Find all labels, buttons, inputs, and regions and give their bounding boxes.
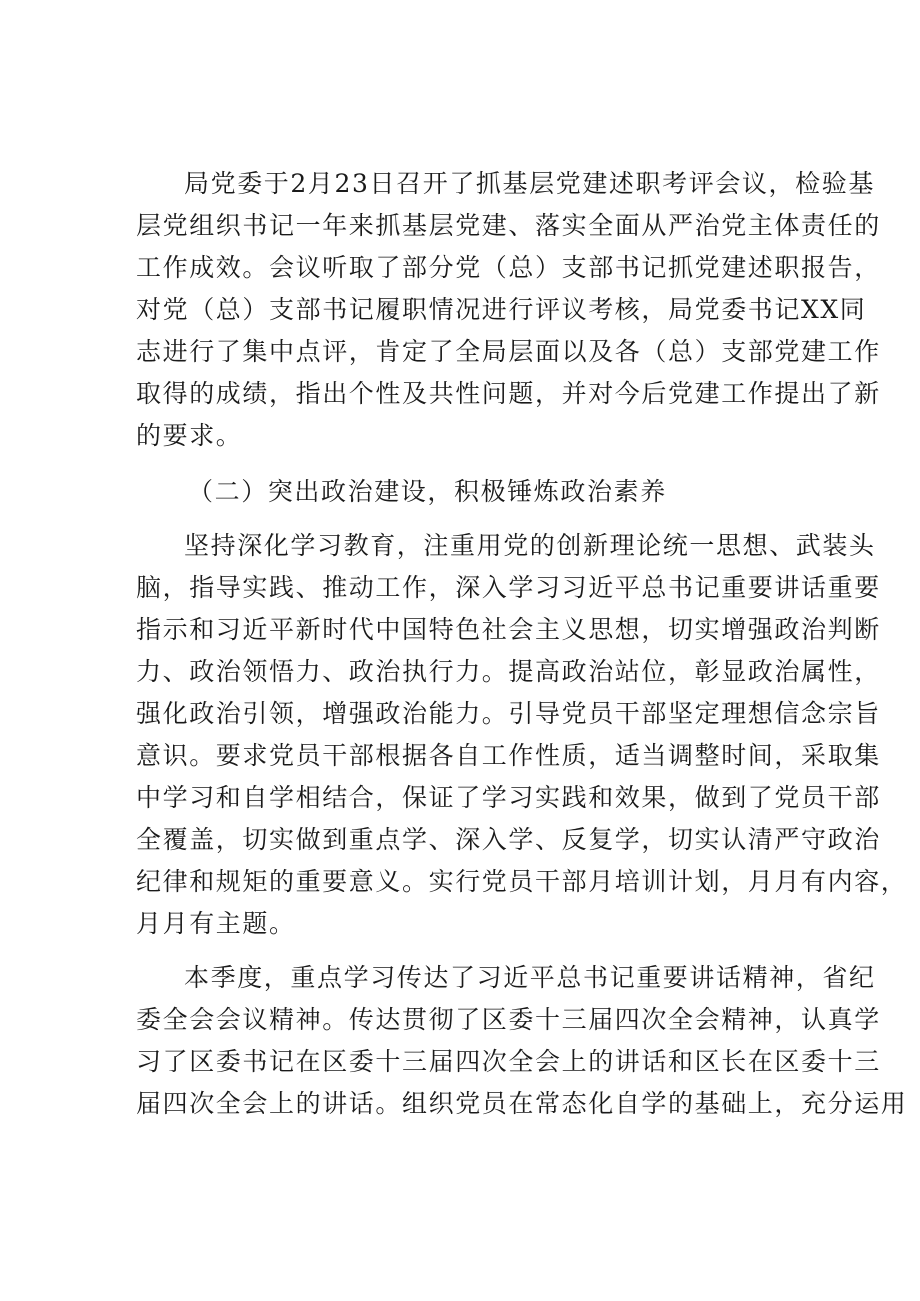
paragraph-2-line-2: 脑，指导实践、推动工作，深入学习习近平总书记重要讲话重要 — [136, 573, 881, 602]
paragraph-2-line-5: 强化政治引领，增强政治能力。引导党员干部坚定理想信念宗旨 — [136, 699, 881, 728]
paragraph-3-line-3: 习了区委书记在区委十三届四次全会上的讲话和区长在区委十三 — [136, 1047, 881, 1076]
paragraph-2-line-9: 纪律和规矩的重要意义。实行党员干部月培训计划，月月有内容， — [136, 867, 908, 896]
paragraph-1-line-1: 局党委于2月23日召开了抓基层党建述职考评会议，检验基 — [184, 169, 875, 198]
paragraph-2-line-8: 全覆盖，切实做到重点学、深入学、反复学，切实认清严守政治 — [136, 825, 881, 854]
paragraph-3-line-2: 委全会会议精神。传达贯彻了区委十三届四次全会精神，认真学 — [136, 1005, 881, 1034]
paragraph-2-line-4: 力、政治领悟力、政治执行力。提高政治站位，彰显政治属性， — [136, 657, 881, 686]
paragraph-1-line-7: 的要求。 — [136, 421, 243, 450]
section-heading: （二）突出政治建设，积极锤炼政治素养 — [188, 477, 667, 506]
paragraph-1-line-5: 志进行了集中点评，肯定了全局层面以及各（总）支部党建工作 — [136, 337, 881, 366]
paragraph-2-line-1: 坚持深化学习教育，注重用党的创新理论统一思想、武装头 — [184, 531, 876, 560]
paragraph-3-line-4: 届四次全会上的讲话。组织党员在常态化自学的基础上，充分运用 — [136, 1089, 908, 1118]
paragraph-1-line-4: 对党（总）支部书记履职情况进行评议考核，局党委书记XX同 — [136, 295, 867, 324]
paragraph-3-line-1: 本季度，重点学习传达了习近平总书记重要讲话精神，省纪 — [184, 963, 876, 992]
paragraph-1-line-3: 工作成效。会议听取了部分党（总）支部书记抓党建述职报告， — [136, 253, 881, 282]
paragraph-2-line-3: 指示和习近平新时代中国特色社会主义思想，切实增强政治判断 — [136, 615, 881, 644]
paragraph-1-line-6: 取得的成绩，指出个性及共性问题，并对今后党建工作提出了新 — [136, 379, 881, 408]
paragraph-2-line-10: 月月有主题。 — [136, 909, 296, 938]
paragraph-1-line-2: 层党组织书记一年来抓基层党建、落实全面从严治党主体责任的 — [136, 211, 881, 240]
paragraph-2-line-7: 中学习和自学相结合，保证了学习实践和效果，做到了党员干部 — [136, 783, 881, 812]
paragraph-2-line-6: 意识。要求党员干部根据各自工作性质，适当调整时间，采取集 — [136, 741, 881, 770]
